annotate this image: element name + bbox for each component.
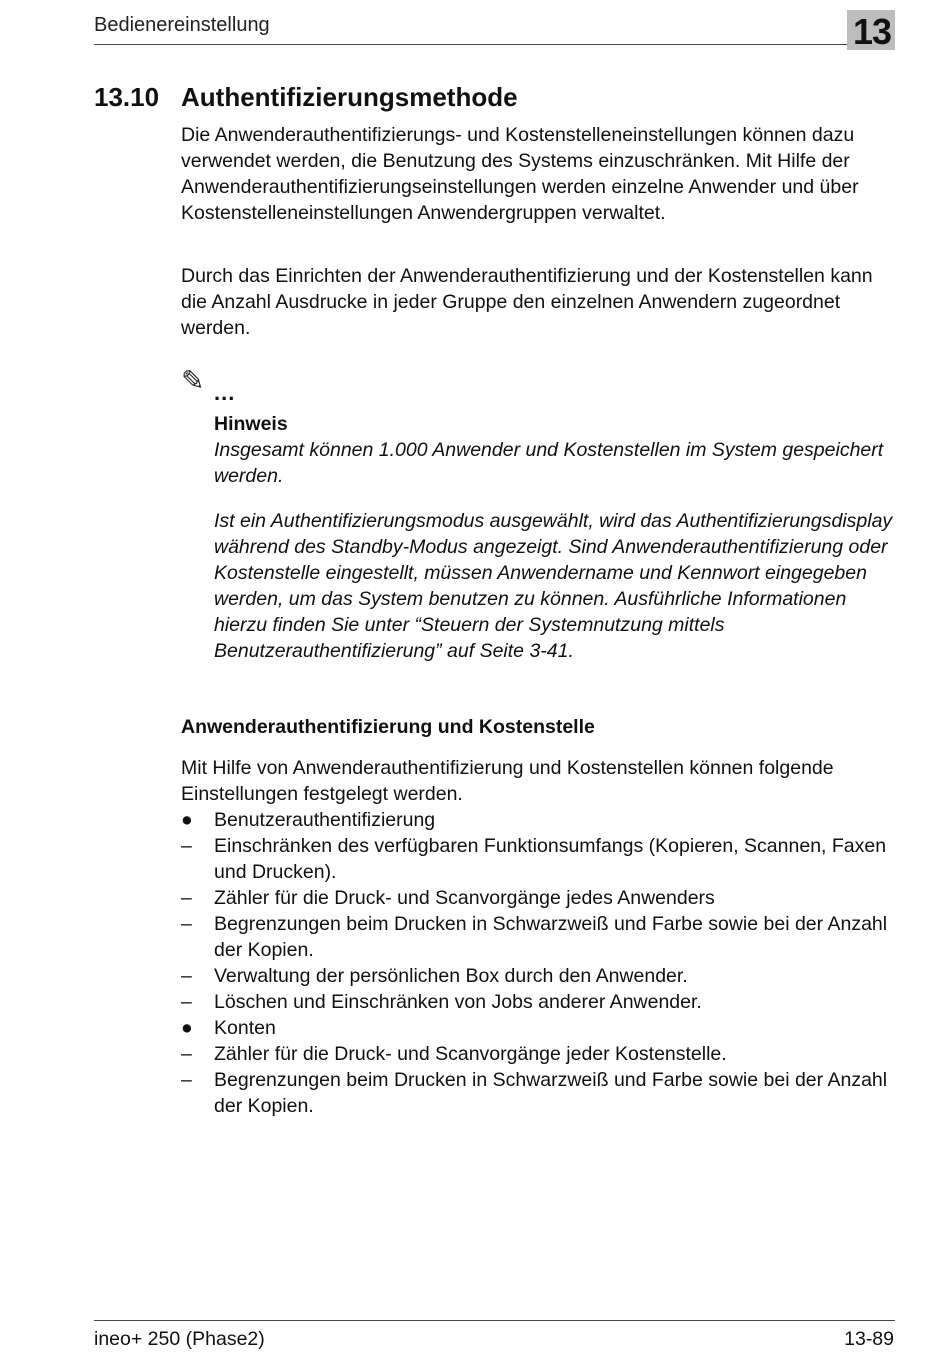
intro-paragraph: Die Anwenderauthentifizierungs- und Kostenstelleneinstellungen können dazu verwendet werden, die Benutzung des Systems einzuschränken. Mit Hilfe der Anwenderauthentifizierungseinstellungen werden einzelne Anwender und über Kostenstelleneinstellungen Anwendergruppen verwaltet. [181, 124, 859, 224]
pencil-note-icon: ✎ [181, 365, 205, 396]
note-dots: ... [214, 380, 236, 405]
list-item-text: Begrenzungen beim Drucken in Schwarzweiß und Farbe sowie bei der Anzahl der Kopien. [214, 913, 888, 961]
subsection-intro: Mit Hilfe von Anwenderauthentifizierung und Kostenstellen können folgende Einstellungen festgelegt werden. [181, 757, 834, 805]
footer-product-name: ineo+ 250 (Phase2) [94, 1328, 265, 1350]
dash-marker: – [181, 913, 192, 935]
list-item [181, 963, 893, 989]
dash-marker: – [181, 1069, 192, 1091]
dash-marker: – [181, 1043, 192, 1065]
footer-divider [94, 1320, 895, 1321]
page-number: 13-89 [844, 1328, 894, 1350]
subsection-heading: Anwenderauthentifizierung und Kostenstelle [181, 716, 595, 738]
note-text-1: Insgesamt können 1.000 Anwender und Kostenstellen im System gespeichert werden. [214, 439, 884, 487]
list-item [181, 1015, 893, 1041]
list-item-text: Zähler für die Druck- und Scanvorgänge jeder Kostenstelle. [214, 1043, 727, 1065]
bullet-marker: ● [181, 1017, 193, 1039]
running-header: Bedienereinstellung [94, 14, 270, 36]
list-item-text: Begrenzungen beim Drucken in Schwarzweiß und Farbe sowie bei der Anzahl der Kopien. [214, 1069, 888, 1117]
note-heading: Hinweis [214, 413, 288, 435]
list-item [181, 833, 893, 885]
dash-marker: – [181, 965, 192, 987]
list-item-text: Konten [214, 1017, 276, 1039]
list-item [181, 807, 893, 833]
list-item [181, 989, 893, 1015]
chapter-number: 13 [852, 11, 892, 52]
list-item [181, 885, 893, 911]
list-item [181, 1067, 893, 1119]
list-item [181, 911, 893, 963]
dash-marker: – [181, 835, 192, 857]
second-paragraph: Durch das Einrichten der Anwenderauthentifizierung und der Kostenstellen kann die Anzahl Ausdrucke in jeder Gruppe den einzelnen Anwendern zugeordnet werden. [181, 265, 873, 339]
section-title-text: Authentifizierungsmethode [181, 82, 518, 112]
list-item-text: Löschen und Einschränken von Jobs anderer Anwender. [214, 991, 702, 1013]
section-title [94, 80, 518, 114]
section-number: 13.10 [94, 82, 160, 112]
list-item-text: Verwaltung der persönlichen Box durch den Anwender. [214, 965, 688, 987]
settings-list [181, 807, 893, 1119]
note-text-2: Ist ein Authentifizierungsmodus ausgewählt, wird das Authentifizierungsdisplay während des Standby-Modus angezeigt. Sind Anwenderauthentifizierung oder Kostenstelle eingestellt, müssen Anwendername und Kennwort eingegeben werden, um das System benutzen zu können. Ausführliche Informationen hierzu finden Sie unter “Steuern der Systemnutzung mittels Benutzerauthentifizierung” auf Seite 3-41. [214, 510, 893, 662]
list-item [181, 1041, 893, 1067]
list-item-text: Zähler für die Druck- und Scanvorgänge jedes Anwenders [214, 887, 715, 909]
list-item-text: Einschränken des verfügbaren Funktionsumfangs (Kopieren, Scannen, Faxen und Drucken). [214, 835, 887, 883]
dash-marker: – [181, 991, 192, 1013]
header-divider [94, 44, 895, 45]
list-item-text: Benutzerauthentifizierung [214, 809, 436, 831]
dash-marker: – [181, 887, 192, 909]
bullet-marker: ● [181, 809, 193, 831]
